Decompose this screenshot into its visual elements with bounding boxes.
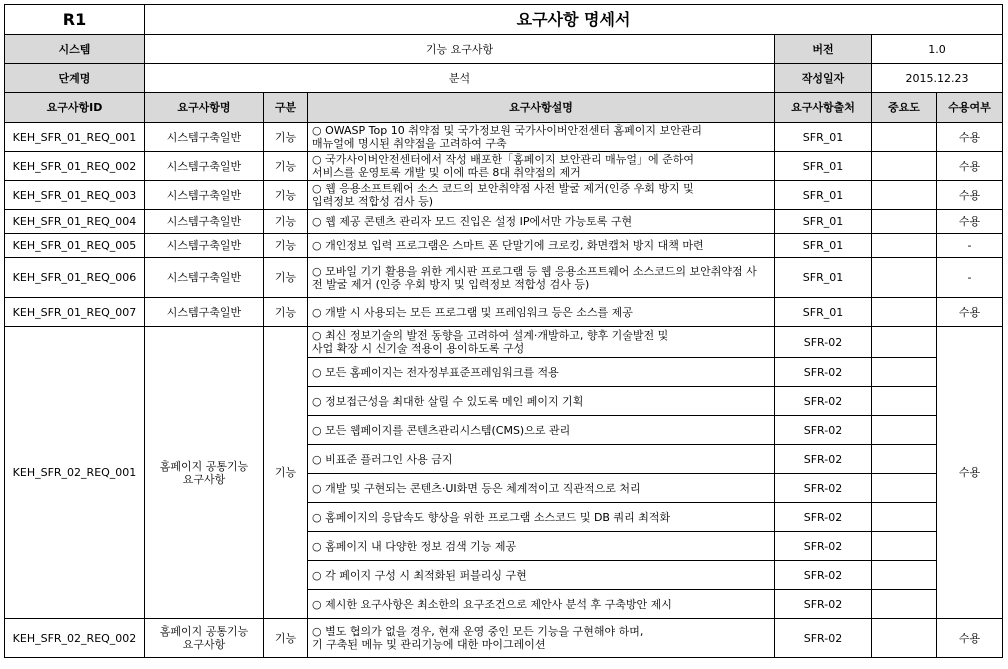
req-name-cell: 시스템구축일반 [145, 298, 264, 327]
req-name-cell: 시스템구축일반 [145, 210, 264, 234]
importance-cell [872, 298, 937, 327]
stage-value: 분석 [145, 64, 775, 93]
source-cell: SFR_01 [775, 181, 872, 210]
req-name-cell: 시스템구축일반 [145, 258, 264, 298]
table-row [5, 210, 1003, 234]
req-id-cell: KEH_SFR_01_REQ_004 [5, 210, 145, 234]
acceptance-cell: 수용 [937, 181, 1003, 210]
req-id-cell: KEH_SFR_01_REQ_002 [5, 152, 145, 181]
acceptance-cell: 수용 [937, 327, 1003, 619]
description-cell: ○ 국가사이버안전센터에서 작성 배포한「홈페이지 보안관리 매뉴얼」에 준하여 서비스를 운영토록 개발 및 이에 따른 8대 취약점의 제거 [308, 152, 775, 181]
source-cell: SFR-02 [775, 503, 872, 532]
req-id-cell: KEH_SFR_02_REQ_002 [5, 619, 145, 658]
source-cell: SFR-02 [775, 416, 872, 445]
table-row [5, 152, 1003, 181]
category-cell: 기능 [264, 123, 308, 152]
importance-cell [872, 181, 937, 210]
category-cell: 기능 [264, 234, 308, 258]
req-name-cell: 시스템구축일반 [145, 234, 264, 258]
description-cell: ○ 홈페이지 내 다양한 정보 검색 기능 제공 [308, 532, 775, 561]
table-body [5, 123, 1003, 658]
acceptance-cell: - [937, 234, 1003, 258]
importance-cell [872, 152, 937, 181]
description-cell: ○ 개발 시 사용되는 모든 프로그램 및 프레임워크 등은 소스를 제공 [308, 298, 775, 327]
acceptance-cell: 수용 [937, 152, 1003, 181]
importance-cell [872, 387, 937, 416]
acceptance-cell: 수용 [937, 298, 1003, 327]
col-header-req-id: 요구사항ID [5, 93, 145, 123]
category-cell: 기능 [264, 327, 308, 619]
source-cell: SFR-02 [775, 445, 872, 474]
source-cell: SFR_01 [775, 210, 872, 234]
source-cell: SFR_01 [775, 234, 872, 258]
description-cell: ○ 개인정보 입력 프로그램은 스마트 폰 단말기에 크로킹, 화면캡처 방지 대책 마련 [308, 234, 775, 258]
doc-id: R1 [5, 5, 145, 35]
importance-cell [872, 532, 937, 561]
table-row [5, 181, 1003, 210]
importance-cell [872, 503, 937, 532]
acceptance-cell: 수용 [937, 123, 1003, 152]
importance-cell [872, 561, 937, 590]
acceptance-cell: - [937, 258, 1003, 298]
system-label: 시스템 [5, 35, 145, 64]
source-cell: SFR-02 [775, 358, 872, 387]
importance-cell [872, 258, 937, 298]
description-cell: ○ 개발 및 구현되는 콘텐츠·UI화면 등은 체계적이고 직관적으로 처리 [308, 474, 775, 503]
req-name-cell: 홈페이지 공통기능 요구사항 [145, 327, 264, 619]
source-cell: SFR_01 [775, 258, 872, 298]
req-name-cell: 시스템구축일반 [145, 152, 264, 181]
category-cell: 기능 [264, 181, 308, 210]
table-row [5, 234, 1003, 258]
description-cell: ○ 정보접근성을 최대한 살릴 수 있도록 메인 페이지 기획 [308, 387, 775, 416]
importance-cell [872, 619, 937, 658]
source-cell: SFR-02 [775, 327, 872, 358]
date-value: 2015.12.23 [872, 64, 1003, 93]
importance-cell [872, 474, 937, 503]
description-cell: ○ 모든 홈페이지는 전자정부표준프레임워크를 적용 [308, 358, 775, 387]
col-header-description: 요구사항설명 [308, 93, 775, 123]
importance-cell [872, 327, 937, 358]
table-row [5, 327, 1003, 358]
table-row [5, 123, 1003, 152]
description-cell: ○ 비표준 플러그인 사용 금지 [308, 445, 775, 474]
category-cell: 기능 [264, 152, 308, 181]
version-value: 1.0 [872, 35, 1003, 64]
description-cell: ○ 웹 응용소프트웨어 소스 코드의 보안취약점 사전 발굴 제거(인증 우회 방지 및 입력정보 적합성 검사 등) [308, 181, 775, 210]
description-cell: ○ 제시한 요구사항은 최소한의 요구조건으로 제안사 분석 후 구축방안 제시 [308, 590, 775, 619]
req-id-cell: KEH_SFR_01_REQ_007 [5, 298, 145, 327]
version-label: 버전 [775, 35, 872, 64]
source-cell: SFR_01 [775, 152, 872, 181]
source-cell: SFR-02 [775, 532, 872, 561]
req-id-cell: KEH_SFR_01_REQ_006 [5, 258, 145, 298]
req-id-cell: KEH_SFR_01_REQ_001 [5, 123, 145, 152]
source-cell: SFR-02 [775, 561, 872, 590]
source-cell: SFR-02 [775, 474, 872, 503]
col-header-importance: 중요도 [872, 93, 937, 123]
col-header-category: 구분 [264, 93, 308, 123]
acceptance-cell: 수용 [937, 210, 1003, 234]
category-cell: 기능 [264, 210, 308, 234]
col-header-acceptance: 수용여부 [937, 93, 1003, 123]
source-cell: SFR-02 [775, 387, 872, 416]
table-row [5, 258, 1003, 298]
description-cell: ○ 모든 웹페이지를 콘텐츠관리시스템(CMS)으로 관리 [308, 416, 775, 445]
category-cell: 기능 [264, 298, 308, 327]
importance-cell [872, 416, 937, 445]
req-name-cell: 홈페이지 공통기능 요구사항 [145, 619, 264, 658]
table-row [5, 619, 1003, 658]
acceptance-cell: 수용 [937, 619, 1003, 658]
requirements-spec-table [4, 4, 1003, 658]
stage-label: 단계명 [5, 64, 145, 93]
importance-cell [872, 234, 937, 258]
category-cell: 기능 [264, 619, 308, 658]
req-id-cell: KEH_SFR_02_REQ_001 [5, 327, 145, 619]
description-cell: ○ 홈페이지의 응답속도 향상을 위한 프로그램 소스코드 및 DB 쿼리 최적화 [308, 503, 775, 532]
importance-cell [872, 358, 937, 387]
col-header-req-name: 요구사항명 [145, 93, 264, 123]
description-cell: ○ 웹 제공 콘텐츠 관리자 모드 진입은 설정 IP에서만 가능토록 구현 [308, 210, 775, 234]
importance-cell [872, 445, 937, 474]
req-id-cell: KEH_SFR_01_REQ_005 [5, 234, 145, 258]
col-header-source: 요구사항출처 [775, 93, 872, 123]
source-cell: SFR_01 [775, 298, 872, 327]
importance-cell [872, 123, 937, 152]
description-cell: ○ OWASP Top 10 취약점 및 국가정보원 국가사이버안전센터 홈페이지 보안관리 매뉴얼에 명시된 취약점을 고려하여 구축 [308, 123, 775, 152]
date-label: 작성일자 [775, 64, 872, 93]
source-cell: SFR-02 [775, 619, 872, 658]
description-cell: ○ 각 페이지 구성 시 최적화된 퍼블리싱 구현 [308, 561, 775, 590]
req-name-cell: 시스템구축일반 [145, 123, 264, 152]
source-cell: SFR_01 [775, 123, 872, 152]
req-name-cell: 시스템구축일반 [145, 181, 264, 210]
description-cell: ○ 최신 정보기술의 발전 동향을 고려하여 설계·개발하고, 향후 기술발전 및 사업 확장 시 신기술 적용이 용이하도록 구성 [308, 327, 775, 358]
description-cell: ○ 모바일 기기 활용을 위한 게시판 프로그램 등 웹 응용소프트웨어 소스코드의 보안취약점 사 전 발굴 제거 (인증 우회 방지 및 입력정보 적합성 검사 등) [308, 258, 775, 298]
doc-title: 요구사항 명세서 [145, 5, 1003, 35]
system-value: 기능 요구사항 [145, 35, 775, 64]
req-id-cell: KEH_SFR_01_REQ_003 [5, 181, 145, 210]
importance-cell [872, 210, 937, 234]
importance-cell [872, 590, 937, 619]
table-row [5, 298, 1003, 327]
description-cell: ○ 별도 협의가 없을 경우, 현재 운영 중인 모든 기능을 구현해야 하며, 기 구축된 메뉴 및 관리기능에 대한 마이그레이션 [308, 619, 775, 658]
source-cell: SFR-02 [775, 590, 872, 619]
category-cell: 기능 [264, 258, 308, 298]
